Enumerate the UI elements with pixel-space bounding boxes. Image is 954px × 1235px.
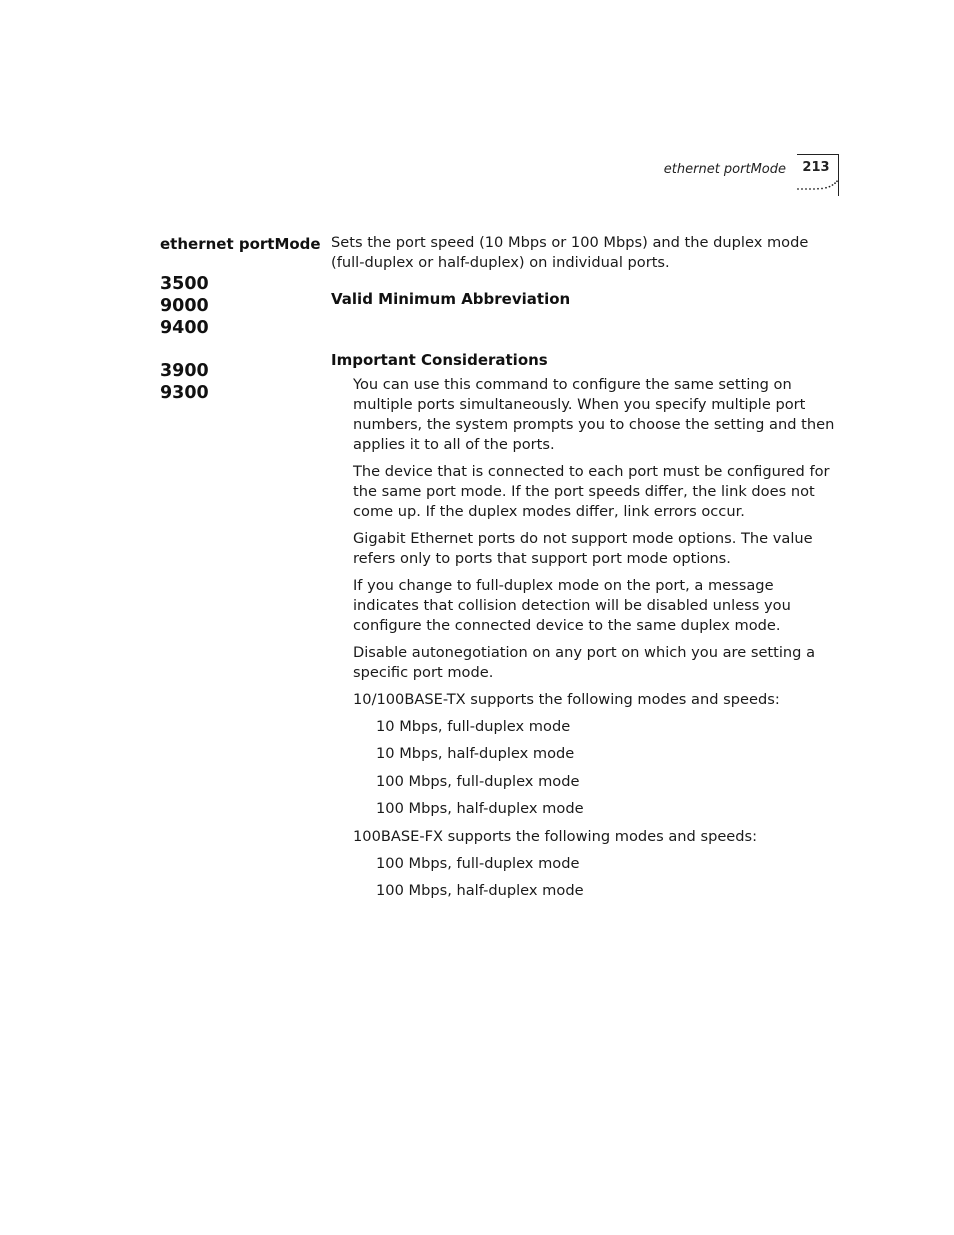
platform-number: 9300 [160, 383, 209, 403]
fx-modes-intro: 100BASE-FX supports the following modes and speeds: [353, 827, 758, 845]
list-item: 100 Mbps, half-duplex mode [376, 800, 584, 818]
dotted-curve-ornament [796, 180, 840, 192]
running-head: ethernet portMode [663, 162, 786, 177]
consideration-paragraph: If you change to full-duplex mode on the port, a message indicates that collision detection will be disabled unless you configure the connected device to the same duplex mode. [353, 577, 791, 634]
tx-modes-intro: 10/100BASE-TX supports the following modes and speeds: [353, 691, 780, 708]
consideration-paragraph: Gigabit Ethernet ports do not support mode options. The value refers only to ports that support port mode options. [353, 530, 813, 567]
platform-group [160, 360, 209, 404]
platform-list [160, 273, 209, 425]
list-item: 100 Mbps, full-duplex mode [376, 854, 580, 872]
command-title: ethernet portMode [160, 235, 321, 253]
tx-modes-list [353, 717, 841, 819]
page-number: 213 [802, 160, 830, 175]
list-item: 10 Mbps, full-duplex mode [376, 718, 571, 735]
considerations-body [331, 375, 841, 901]
important-considerations-heading: Important Considerations [331, 351, 548, 369]
platform-group [160, 273, 209, 339]
platform-number: 3500 [160, 274, 209, 294]
consideration-paragraph: Disable autonegotiation on any port on which you are setting a specific port mode. [353, 644, 816, 681]
fx-modes-list [353, 854, 841, 901]
valid-minimum-abbreviation-heading: Valid Minimum Abbreviation [331, 290, 571, 308]
list-item: 100 Mbps, full-duplex mode [376, 772, 580, 790]
list-item: 10 Mbps, half-duplex mode [376, 745, 575, 763]
platform-number: 9400 [160, 318, 209, 338]
platform-number: 3900 [160, 361, 209, 381]
main-content [331, 233, 841, 908]
command-description: Sets the port speed (10 Mbps or 100 Mbps) and the duplex mode (full-duplex or half-duplex) on individual ports. [331, 234, 809, 271]
platform-number: 9000 [160, 296, 209, 316]
list-item: 100 Mbps, half-duplex mode [376, 881, 584, 899]
consideration-paragraph: You can use this command to configure the same setting on multiple ports simultaneously. When you specify multiple port numbers, the system prompts you to choose the setting and then applies it to all of the ports. [353, 376, 835, 453]
consideration-paragraph: The device that is connected to each port must be configured for the same port mode. If the port speeds differ, the link does not come up. If the duplex modes differ, link errors occur. [353, 463, 830, 520]
